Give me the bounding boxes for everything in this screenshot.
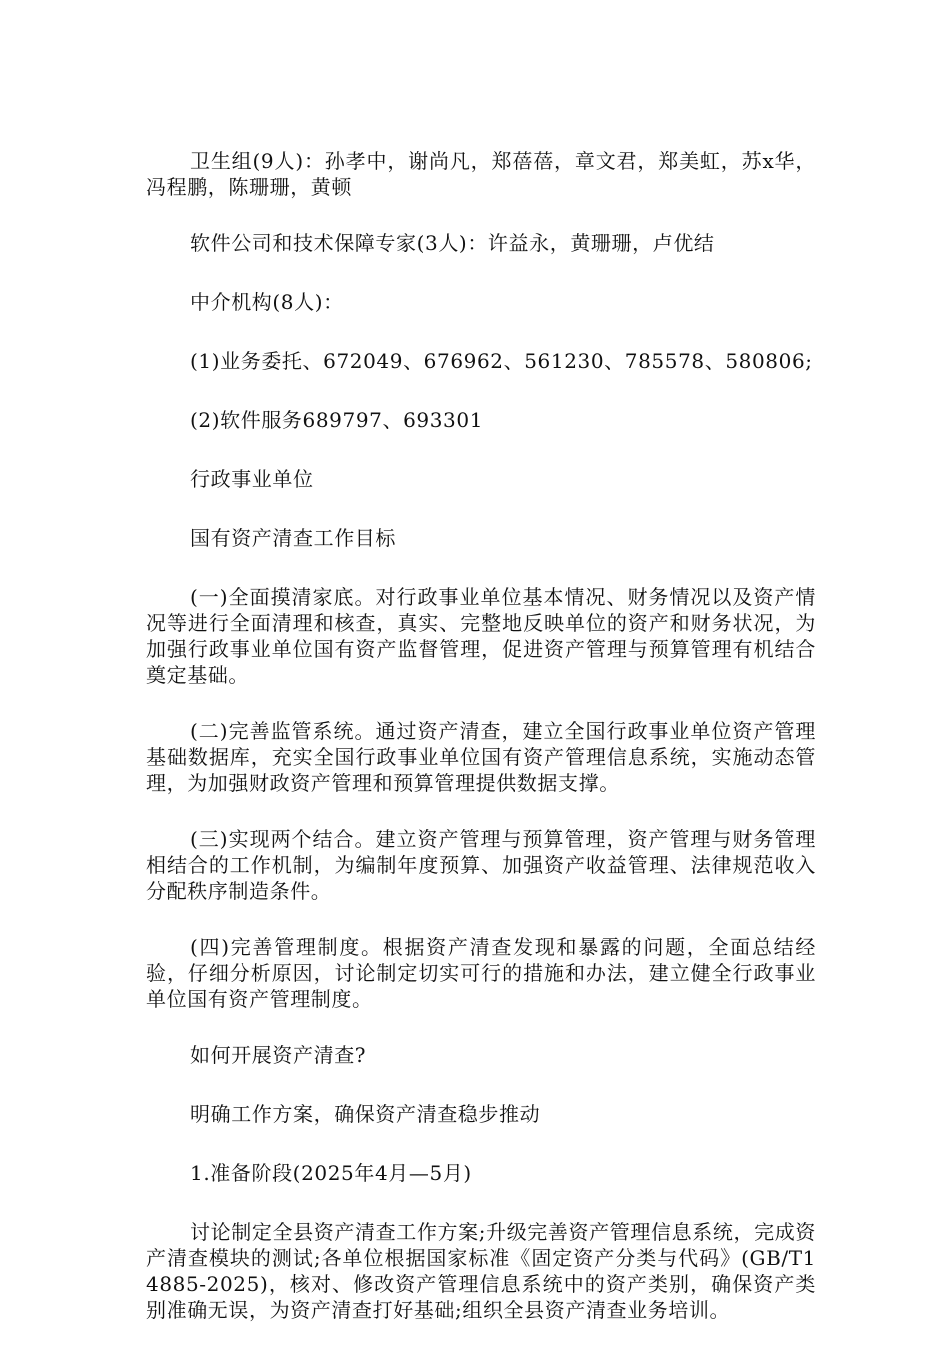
paragraph-prep-stage: 1.准备阶段(2025年4月—5月) <box>190 1161 472 1185</box>
paragraph-work-plan: 明确工作方案，确保资产清查稳步推动 <box>190 1102 541 1126</box>
document-body <box>146 148 816 1353</box>
paragraph-software-experts: 软件公司和技术保障专家(3人)：许益永，黄珊珊，卢优结 <box>190 231 715 255</box>
paragraph-how-to: 如何开展资产清查? <box>190 1043 367 1067</box>
paragraph-goal-1: (一)全面摸清家底。对行政事业单位基本情况、财务情况以及资产情况等进行全面清理和核查，真实、完整地反映单位的资产和财务状况，为加强行政事业单位国有资产监督管理，促进资产管理与预算管理有机结合奠定基础。 <box>146 585 816 687</box>
paragraph-admin-units: 行政事业单位 <box>190 467 314 491</box>
paragraph-health-group: 卫生组(9人)：孙孝中，谢尚凡，郑蓓蓓，章文君，郑美虹，苏x华，冯程鹏，陈珊珊，黄顿 <box>146 149 816 199</box>
paragraph-software-service: (2)软件服务689797、693301 <box>190 408 484 432</box>
paragraph-agencies: 中介机构(8人)： <box>190 290 344 314</box>
paragraph-prep-detail: 讨论制定全县资产清查工作方案;升级完善资产管理信息系统，完成资产清查模块的测试;各单位根据国家标准《固定资产分类与代码》(GB/T14885-2025)，核对、修改资产管理信息系统中的资产类别，确保资产类别准确无误，为资产清查打好基础;组织全县资产清查业务培训。 <box>146 1220 816 1322</box>
paragraph-goal-3: (三)实现两个结合。建立资产管理与预算管理，资产管理与财务管理相结合的工作机制，为编制年度预算、加强资产收益管理、法律规范收入分配秩序制造条件。 <box>146 827 816 903</box>
paragraph-goal-heading: 国有资产清查工作目标 <box>190 526 396 550</box>
paragraph-goal-2: (二)完善监管系统。通过资产清查，建立全国行政事业单位资产管理基础数据库，充实全国行政事业单位国有资产管理信息系统，实施动态管理，为加强财政资产管理和预算管理提供数据支撑。 <box>146 719 816 795</box>
paragraph-goal-4: (四)完善管理制度。根据资产清查发现和暴露的问题，全面总结经验，仔细分析原因，讨论制定切实可行的措施和办法，建立健全行政事业单位国有资产管理制度。 <box>146 935 816 1011</box>
paragraph-business-commission: (1)业务委托、672049、676962、561230、785578、580806; <box>190 349 813 373</box>
